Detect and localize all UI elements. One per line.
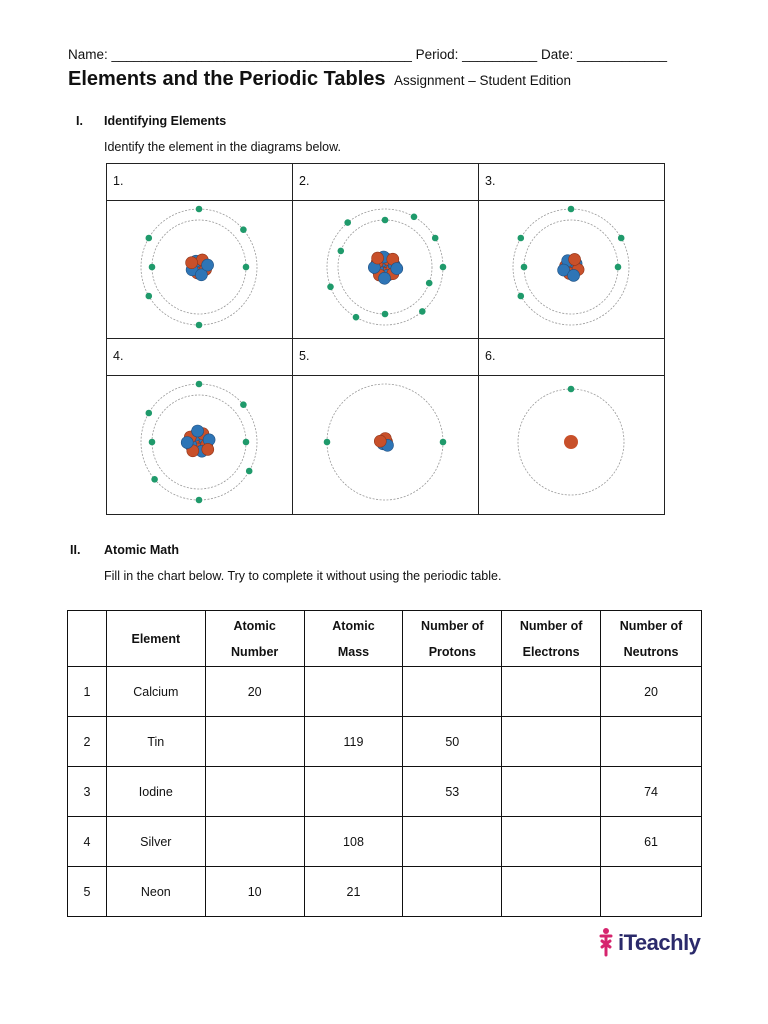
cell-electrons[interactable]: [502, 867, 601, 917]
cell-atomic-number[interactable]: [205, 717, 304, 767]
atom-diagram-2: [293, 200, 479, 339]
cell-atomic-mass[interactable]: [304, 667, 403, 717]
cell-neutrons[interactable]: 74: [601, 767, 702, 817]
table-row: [68, 817, 702, 867]
electron: [338, 247, 345, 254]
section-2-number: II.: [70, 543, 81, 557]
diagram-label-6: 6.: [479, 339, 665, 376]
header-atomic-mass: Atomic Mass: [304, 611, 403, 667]
page-title: [68, 68, 571, 91]
electron: [568, 205, 575, 212]
electron: [432, 234, 439, 241]
proton: [569, 253, 581, 265]
section-1-instruction: Identify the element in the diagrams below.: [104, 140, 341, 154]
cell-element: Silver: [106, 817, 205, 867]
electron: [240, 401, 247, 408]
electron: [568, 386, 575, 393]
cell-index: 2: [68, 717, 107, 767]
electron: [419, 308, 426, 315]
electron: [382, 216, 389, 223]
neutron: [192, 425, 204, 437]
atom-icon: [107, 201, 292, 337]
electron: [440, 263, 447, 270]
cell-protons[interactable]: 53: [403, 767, 502, 817]
cell-atomic-number[interactable]: [205, 817, 304, 867]
table-row: [68, 867, 702, 917]
table-row: [68, 667, 702, 717]
name-period-date-line: Name: ________________________________________ Period: __________ Date: ____________: [68, 47, 668, 62]
cell-index: 3: [68, 767, 107, 817]
title-main: Elements and the Periodic Tables: [68, 68, 386, 90]
atom-diagram-3: [479, 200, 665, 339]
cell-element: Calcium: [106, 667, 205, 717]
proton: [186, 256, 198, 268]
cell-index: 5: [68, 867, 107, 917]
cell-element: Tin: [106, 717, 205, 767]
cell-neutrons[interactable]: [601, 717, 702, 767]
cell-electrons[interactable]: [502, 717, 601, 767]
iteachly-logo: [598, 927, 700, 959]
electron: [521, 263, 528, 270]
header-element: Element: [106, 611, 205, 667]
electron: [196, 381, 203, 388]
atom-diagram-grid: [106, 163, 665, 515]
diagram-label-5: 5.: [293, 339, 479, 376]
neutron: [391, 262, 403, 274]
electron: [440, 439, 447, 446]
cell-protons[interactable]: 50: [403, 717, 502, 767]
cell-atomic-mass[interactable]: 108: [304, 817, 403, 867]
electron: [196, 321, 203, 328]
proton: [202, 443, 214, 455]
electron: [146, 292, 153, 299]
electron: [243, 263, 250, 270]
diagram-label-3: 3.: [479, 164, 665, 201]
proton: [374, 435, 386, 447]
neutron: [181, 437, 193, 449]
cell-protons[interactable]: [403, 817, 502, 867]
section-1-number: I.: [76, 114, 83, 128]
electron: [324, 439, 331, 446]
cell-atomic-number[interactable]: 20: [205, 667, 304, 717]
cell-atomic-number[interactable]: [205, 767, 304, 817]
electron: [618, 234, 625, 241]
atomic-math-table: [67, 610, 702, 917]
neutron: [568, 269, 580, 281]
electron: [146, 234, 153, 241]
logo-text: iTeachly: [618, 930, 701, 955]
cell-protons[interactable]: [403, 667, 502, 717]
cell-atomic-mass[interactable]: 21: [304, 867, 403, 917]
electron: [146, 410, 153, 417]
proton: [564, 435, 578, 449]
neutron: [379, 272, 391, 284]
cell-electrons[interactable]: [502, 667, 601, 717]
header-neutrons: Number of Neutrons: [601, 611, 702, 667]
diagram-label-4: 4.: [107, 339, 293, 376]
cell-index: 4: [68, 817, 107, 867]
electron: [353, 313, 360, 320]
header-atomic-number: Atomic Number: [205, 611, 304, 667]
electron: [151, 476, 158, 483]
atom-diagram-1: [107, 200, 293, 339]
electron: [149, 263, 156, 270]
cell-atomic-mass[interactable]: [304, 767, 403, 817]
electron: [518, 234, 525, 241]
cell-neutrons[interactable]: 61: [601, 817, 702, 867]
atom-diagram-6: [479, 376, 665, 515]
header-protons: Number of Protons: [403, 611, 502, 667]
cell-element: Iodine: [106, 767, 205, 817]
section-1-heading: Identifying Elements: [104, 114, 227, 128]
electron: [196, 205, 203, 212]
header-index: [68, 611, 107, 667]
electron: [246, 468, 253, 475]
electron: [149, 439, 156, 446]
diagram-label-1: 1.: [107, 164, 293, 201]
electron: [196, 497, 203, 504]
electron: [615, 263, 622, 270]
atom-icon: [479, 201, 664, 337]
table-row: [68, 717, 702, 767]
table-header-row: [68, 611, 702, 667]
proton: [372, 252, 384, 264]
section-2-heading: Atomic Math: [104, 543, 179, 557]
cell-electrons[interactable]: [502, 767, 601, 817]
iteachly-logo-icon: [598, 927, 616, 959]
section-2-instruction: Fill in the chart below. Try to complete it without using the periodic table.: [104, 569, 502, 583]
cell-atomic-number[interactable]: 10: [205, 867, 304, 917]
cell-index: 1: [68, 667, 107, 717]
atom-icon: [293, 201, 478, 337]
title-subtitle: Assignment – Student Edition: [393, 73, 572, 88]
header-electrons: Number of Electrons: [502, 611, 601, 667]
cell-neutrons[interactable]: 20: [601, 667, 702, 717]
electron: [426, 279, 433, 286]
atom-diagram-4: [107, 376, 293, 515]
electron: [243, 439, 250, 446]
cell-electrons[interactable]: [502, 817, 601, 867]
diagram-label-2: 2.: [293, 164, 479, 201]
electron: [411, 213, 418, 220]
table-row: [68, 767, 702, 817]
electron: [327, 283, 334, 290]
electron: [382, 310, 389, 317]
cell-element: Neon: [106, 867, 205, 917]
cell-protons[interactable]: [403, 867, 502, 917]
atom-icon: [107, 376, 292, 512]
atom-icon: [479, 376, 664, 512]
electron: [518, 292, 525, 299]
atom-diagram-5: [293, 376, 479, 515]
cell-atomic-mass[interactable]: 119: [304, 717, 403, 767]
electron: [344, 219, 351, 226]
cell-neutrons[interactable]: [601, 867, 702, 917]
electron: [240, 226, 247, 233]
neutron: [202, 259, 214, 271]
atom-icon: [293, 376, 478, 512]
